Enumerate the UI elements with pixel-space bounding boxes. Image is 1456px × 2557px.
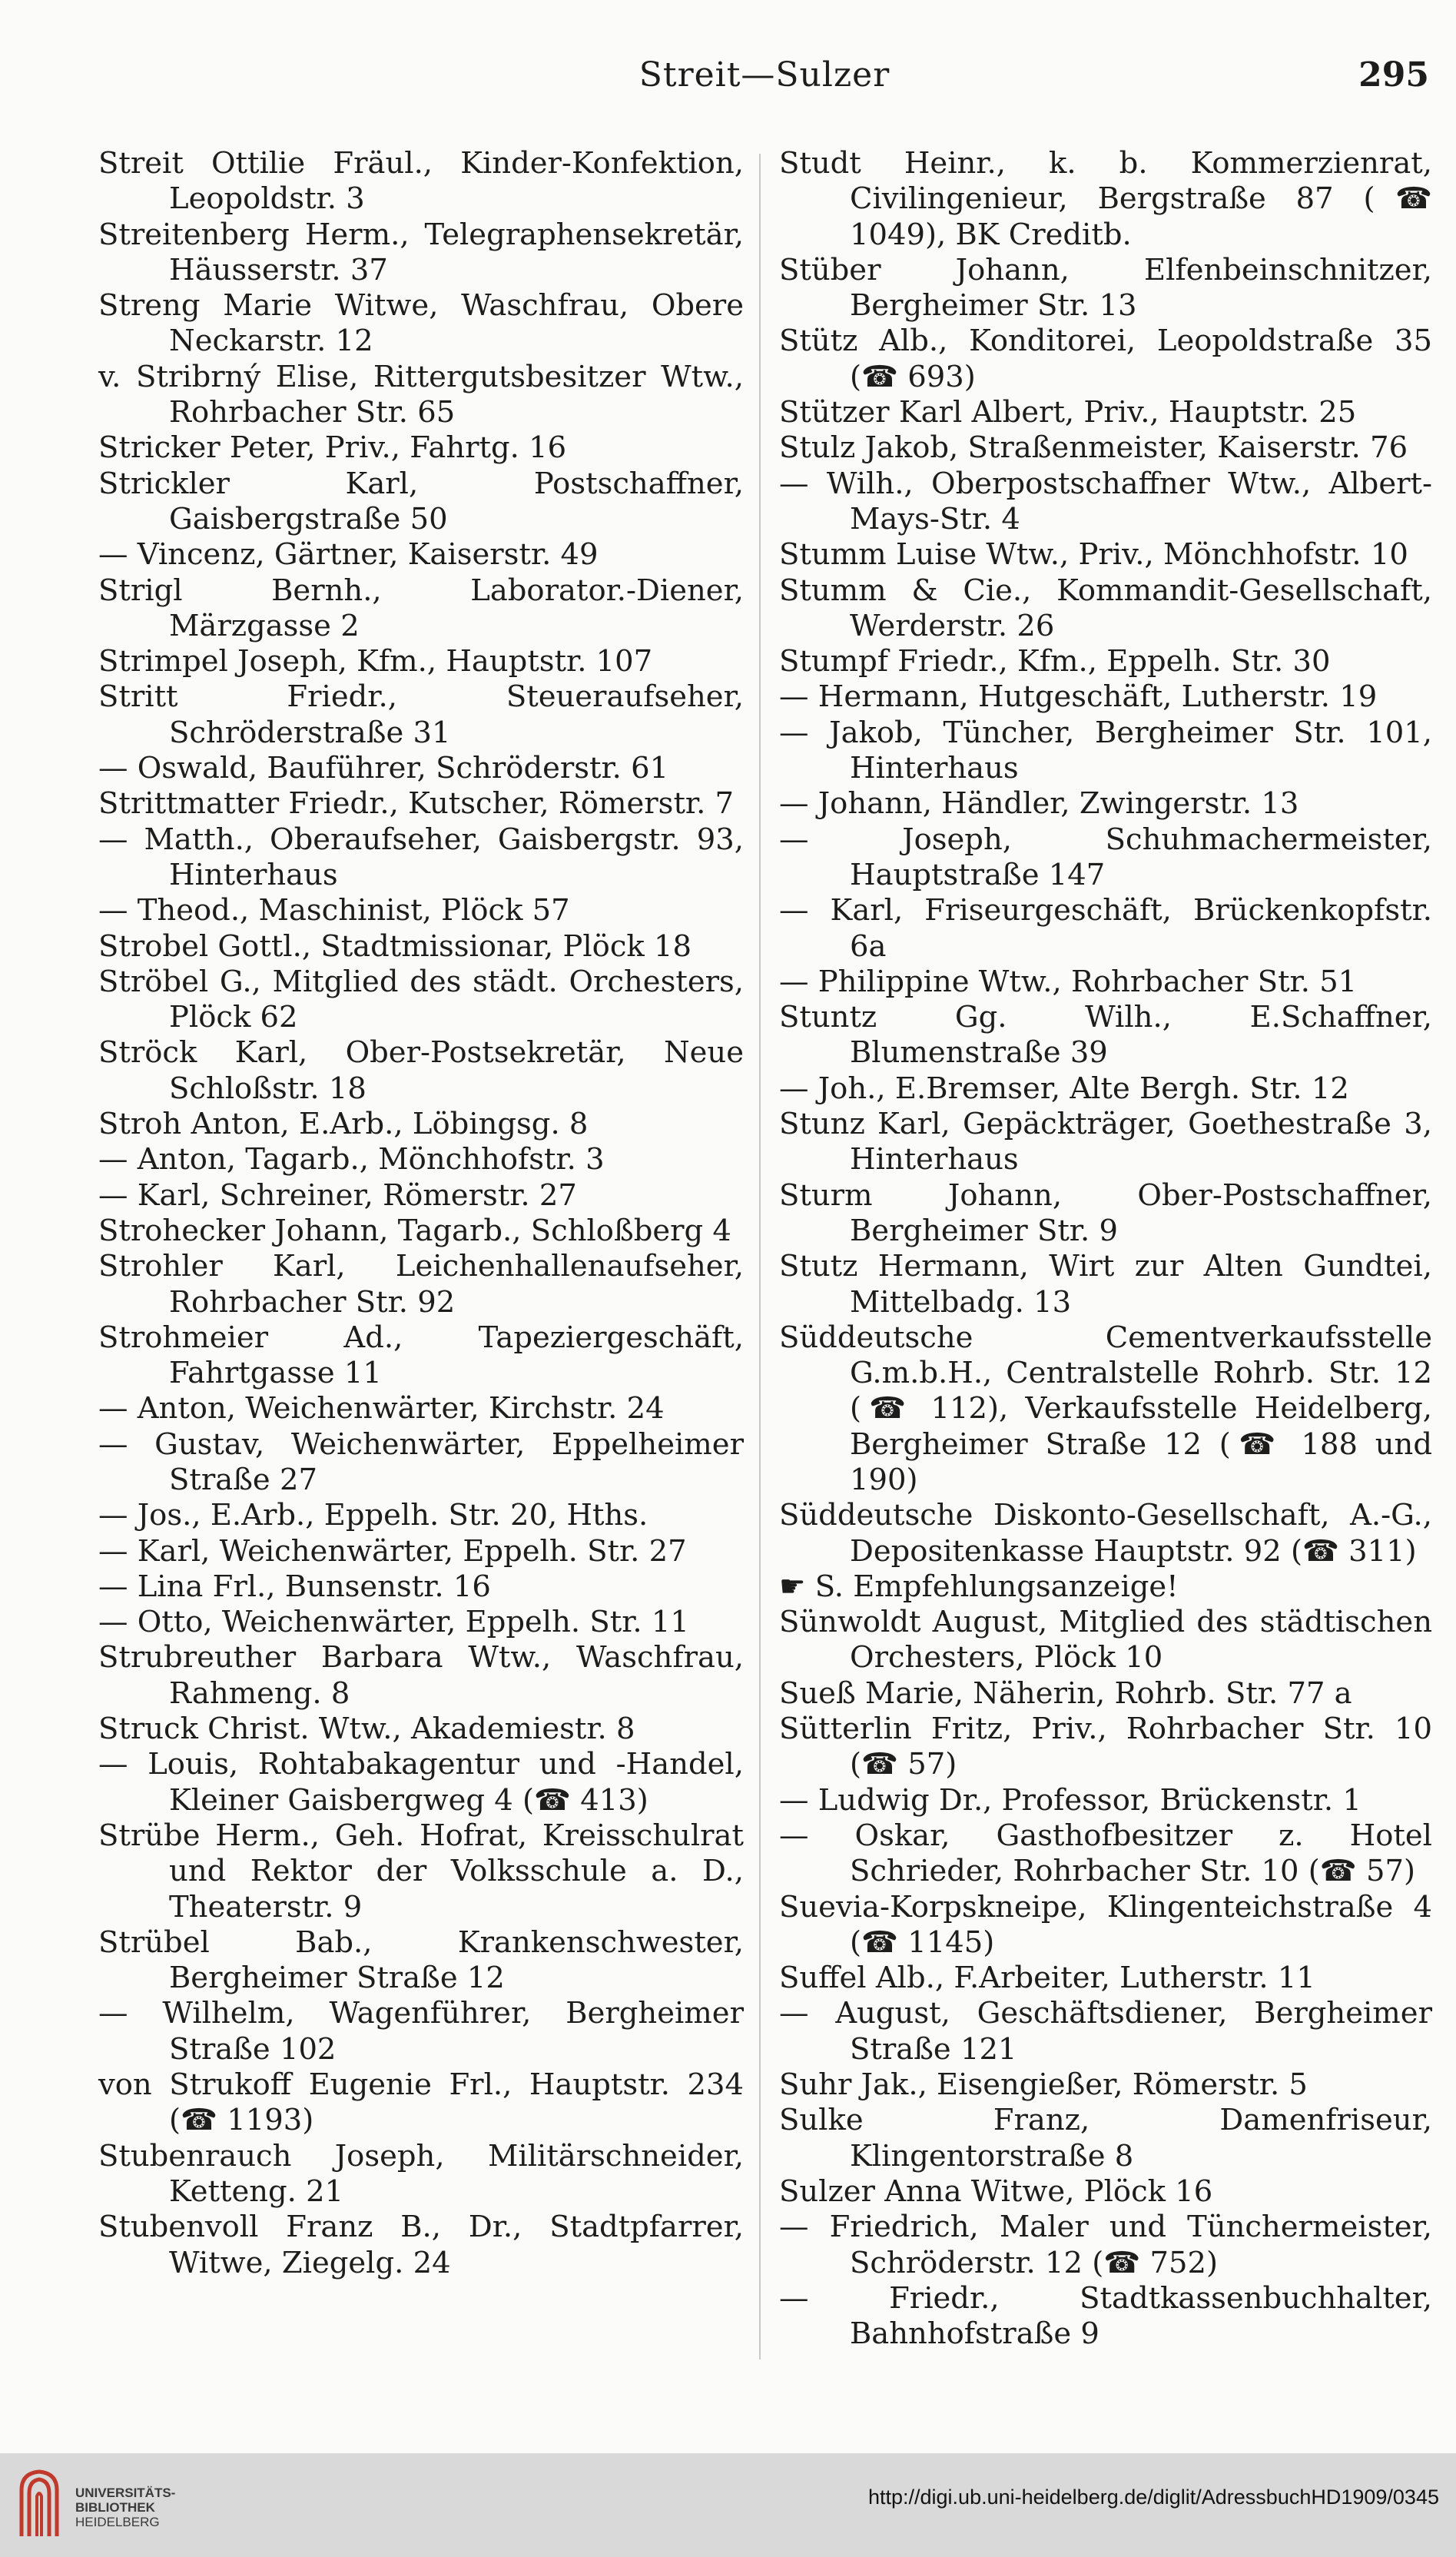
directory-entry: — Otto, Weichenwärter, Eppelh. Str. 11 [98, 1605, 689, 1640]
running-title: Streit—Sulzer [638, 55, 891, 95]
directory-entry: von Strukoff Eugenie Frl., Hauptstr. 234 (☎ 1193) [98, 2067, 744, 2138]
directory-entry: — Jakob, Tüncher, Bergheimer Str. 101, Hinterhaus [779, 715, 1432, 786]
directory-entry: Strobel Gottl., Stadtmissionar, Plöck 18 [98, 928, 692, 964]
directory-entry: — Joseph, Schuhmachermeister, Hauptstraße 147 [779, 822, 1432, 892]
directory-entry: — Friedr., Stadtkassenbuchhalter, Bahnhofstraße 9 [779, 2280, 1432, 2352]
directory-entry: — Johann, Händler, Zwingerstr. 13 [779, 786, 1299, 822]
directory-entry: Strohmeier Ad., Tapeziergeschäft, Fahrtgasse 11 [98, 1320, 744, 1391]
directory-entry: ☛ S. Empfehlungsanzeige! [779, 1569, 1179, 1604]
directory-entry: — Joh., E.Bremser, Alte Bergh. Str. 12 [779, 1071, 1349, 1106]
directory-entry: — Anton, Weichenwärter, Kirchstr. 24 [98, 1391, 665, 1426]
directory-entry: Stumm Luise Wtw., Priv., Mönchhofstr. 10 [779, 537, 1408, 573]
directory-entry: — Hermann, Hutgeschäft, Lutherstr. 19 [779, 679, 1378, 715]
directory-entry: Stumpf Friedr., Kfm., Eppelh. Str. 30 [779, 644, 1331, 679]
directory-entry: — Ludwig Dr., Professor, Brückenstr. 1 [779, 1782, 1361, 1818]
directory-entry: — Anton, Tagarb., Mönchhofstr. 3 [98, 1142, 605, 1177]
directory-entry: — Vincenz, Gärtner, Kaiserstr. 49 [98, 537, 599, 573]
directory-entry: Suevia-Korpskneipe, Klingenteichstraße 4 (☎ 1145) [779, 1889, 1432, 1960]
column-divider [759, 154, 761, 2359]
directory-entry: — Wilh., Oberpostschaffner Wtw., Albert-Mays-Str. 4 [779, 466, 1432, 536]
directory-entry: Stumm & Cie., Kommandit-Gesellschaft, Werderstr. 26 [779, 573, 1432, 643]
directory-entry: Ströbel G., Mitglied des städt. Orchesters, Plöck 62 [98, 964, 744, 1035]
directory-entry: Streng Marie Witwe, Waschfrau, Obere Neckarstr. 12 [98, 288, 744, 359]
directory-entry: Strimpel Joseph, Kfm., Hauptstr. 107 [98, 644, 653, 679]
source-url-link[interactable]: http://digi.ub.uni-heidelberg.de/diglit/AdressbuchHD1909/0345 [867, 2486, 1439, 2509]
directory-entry: — Karl, Friseurgeschäft, Brückenkopfstr. 6a [779, 893, 1432, 964]
directory-entry: Strübel Bab., Krankenschwester, Bergheimer Straße 12 [98, 1924, 744, 1996]
page-header [100, 55, 1429, 109]
directory-entry: Strohler Karl, Leichenhallenaufseher, Rohrbacher Str. 92 [98, 1249, 744, 1320]
directory-entry: Ströck Karl, Ober-Postsekretär, Neue Schloßstr. 18 [98, 1035, 744, 1106]
directory-entry: — Jos., E.Arb., Eppelh. Str. 20, Hths. [98, 1498, 648, 1533]
directory-entry: Stunz Karl, Gepäckträger, Goethestraße 3, Hinterhaus [779, 1107, 1432, 1177]
directory-entry: Stricker Peter, Priv., Fahrtg. 16 [98, 430, 567, 466]
page-number: 295 [1358, 55, 1429, 95]
directory-entry: — Lina Frl., Bunsenstr. 16 [98, 1569, 491, 1604]
directory-entry: Sturm Johann, Ober-Postschaffner, Bergheimer Str. 9 [779, 1177, 1432, 1248]
footer-bar [0, 2453, 1456, 2557]
directory-entry: Süddeutsche Cementverkaufsstelle G.m.b.H., Centralstelle Rohrb. Str. 12 (☎ 112), Verkaufsstelle Heidelberg, Bergheimer Straße 12 (☎ 188 und 190) [779, 1320, 1432, 1497]
directory-entry: Sütterlin Fritz, Priv., Rohrbacher Str. 10 (☎ 57) [779, 1712, 1432, 1782]
directory-entry: Suffel Alb., F.Arbeiter, Lutherstr. 11 [779, 1961, 1315, 1996]
directory-entry: — Gustav, Weichenwärter, Eppelheimer Straße 27 [98, 1426, 744, 1497]
directory-entry: — Oskar, Gasthofbesitzer z. Hotel Schrieder, Rohrbacher Str. 10 (☎ 57) [779, 1818, 1432, 1889]
left-column [98, 146, 744, 2281]
directory-entry: Strigl Bernh., Laborator.-Diener, Märzgasse 2 [98, 573, 744, 643]
directory-entry: — Louis, Rohtabakagentur und -Handel, Kleiner Gaisbergweg 4 (☎ 413) [98, 1747, 744, 1818]
directory-entry: — Matth., Oberaufseher, Gaisbergstr. 93, Hinterhaus [98, 822, 744, 892]
directory-entry: — Oswald, Bauführer, Schröderstr. 61 [98, 751, 669, 786]
directory-entry: Strohecker Johann, Tagarb., Schloßberg 4 [98, 1213, 731, 1248]
directory-entry: Stütz Alb., Konditorei, Leopoldstraße 35 (☎ 693) [779, 324, 1432, 394]
library-name: UNIVERSITÄTS- BIBLIOTHEK HEIDELBERG [75, 2486, 176, 2529]
directory-entry: Sueß Marie, Näherin, Rohrb. Str. 77 a [779, 1675, 1352, 1711]
directory-entry: Strübe Herm., Geh. Hofrat, Kreisschulrat und Rektor der Volksschule a. D., Theaterstr. 9 [98, 1818, 744, 1924]
directory-entry: Suhr Jak., Eisengießer, Römerstr. 5 [779, 2067, 1308, 2103]
directory-entry: Streitenberg Herm., Telegraphensekretär, Häusserstr. 37 [98, 217, 744, 287]
directory-entry: Stulz Jakob, Straßenmeister, Kaiserstr. 76 [779, 430, 1408, 466]
directory-entry: — Karl, Weichenwärter, Eppelh. Str. 27 [98, 1533, 687, 1569]
directory-entry: Strickler Karl, Postschaffner, Gaisbergstraße 50 [98, 466, 744, 536]
directory-entry: v. Stribrný Elise, Rittergutsbesitzer Wtw., Rohrbacher Str. 65 [98, 359, 744, 430]
directory-entry: Stritt Friedr., Steueraufseher, Schröderstraße 31 [98, 679, 744, 750]
directory-entry: Stüber Johann, Elfenbeinschnitzer, Bergheimer Str. 13 [779, 252, 1432, 324]
directory-entry: — Wilhelm, Wagenführer, Bergheimer Straße 102 [98, 1996, 744, 2067]
university-library-logo-icon [17, 2467, 61, 2541]
directory-entry: Stuntz Gg. Wilh., E.Schaffner, Blumenstraße 39 [779, 1000, 1432, 1071]
directory-entry: Struck Christ. Wtw., Akademiestr. 8 [98, 1712, 635, 1747]
directory-entry: Strubreuther Barbara Wtw., Waschfrau, Rahmeng. 8 [98, 1640, 744, 1711]
right-column [779, 146, 1432, 2352]
directory-entry: — Karl, Schreiner, Römerstr. 27 [98, 1177, 577, 1213]
directory-entry: Studt Heinr., k. b. Kommerzienrat, Civilingenieur, Bergstraße 87 (☎ 1049), BK Creditb. [779, 146, 1432, 252]
directory-entry: Sünwoldt August, Mitglied des städtischen Orchesters, Plöck 10 [779, 1605, 1432, 1675]
directory-entry: — August, Geschäftsdiener, Bergheimer Straße 121 [779, 1996, 1432, 2067]
directory-entry: Sulke Franz, Damenfriseur, Klingentorstraße 8 [779, 2103, 1432, 2173]
directory-entry: Sulzer Anna Witwe, Plöck 16 [779, 2173, 1213, 2209]
directory-entry: — Friedrich, Maler und Tünchermeister, Schröderstr. 12 (☎ 752) [779, 2210, 1432, 2280]
directory-entry: Stubenrauch Joseph, Militärschneider, Ketteng. 21 [98, 2138, 744, 2209]
directory-entry: Streit Ottilie Fräul., Kinder-Konfektion, Leopoldstr. 3 [98, 146, 744, 217]
directory-entry: — Theod., Maschinist, Plöck 57 [98, 893, 570, 928]
directory-entry: Stroh Anton, E.Arb., Löbingsg. 8 [98, 1107, 589, 1142]
directory-entry: Süddeutsche Diskonto-Gesellschaft, A.-G., Depositenkasse Hauptstr. 92 (☎ 311) [779, 1498, 1432, 1569]
directory-entry: Stutz Hermann, Wirt zur Alten Gundtei, Mittelbadg. 13 [779, 1249, 1432, 1320]
directory-entry: Stubenvoll Franz B., Dr., Stadtpfarrer, Witwe, Ziegelg. 24 [98, 2210, 744, 2280]
directory-entry: Strittmatter Friedr., Kutscher, Römerstr. 7 [98, 786, 735, 822]
directory-entry: Stützer Karl Albert, Priv., Hauptstr. 25 [779, 395, 1357, 430]
directory-entry: — Philippine Wtw., Rohrbacher Str. 51 [779, 964, 1358, 999]
